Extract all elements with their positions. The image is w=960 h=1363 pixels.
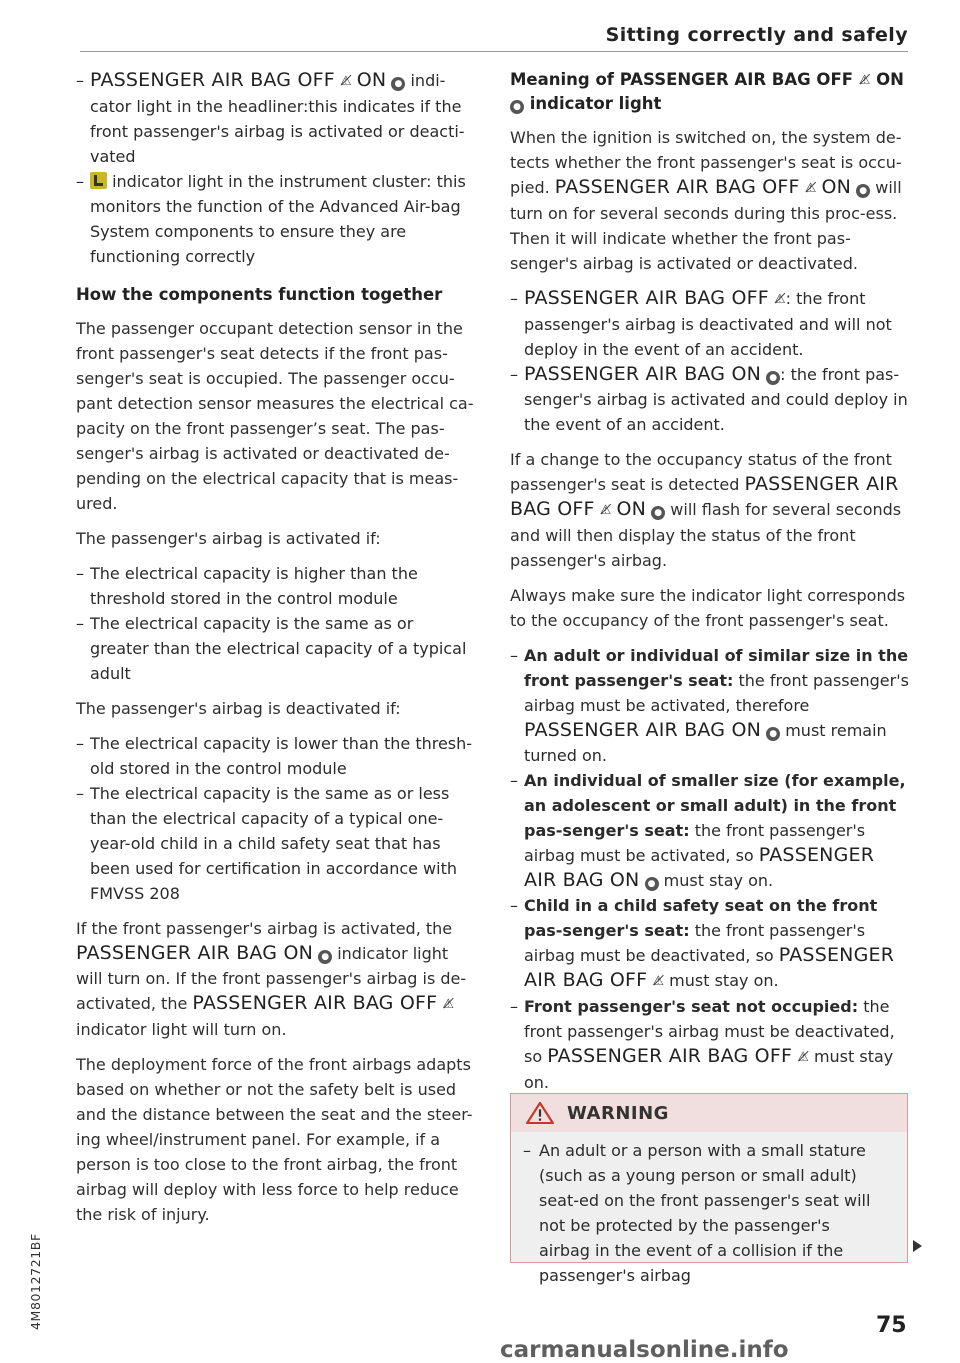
warning-box xyxy=(510,1093,908,1285)
deactivated-conditions-list xyxy=(76,731,476,906)
section-heading: How the components function together xyxy=(76,285,443,304)
page-header-title: Sitting correctly and safely xyxy=(605,24,908,46)
section-heading xyxy=(510,68,912,115)
text-span: If a change to the occupancy status of the front passenger's seat is detected xyxy=(510,450,892,494)
case-lead: Child in a child safety seat on the front pas-senger's seat: xyxy=(524,896,878,940)
list-item: – The electrical capacity is the same as or less than the electrical capacity of a typical one-year-old child in a child safety seat that has been used for certification in accordance with FMVSS 208 xyxy=(76,781,476,906)
warning-body xyxy=(511,1132,907,1285)
page-number: 75 xyxy=(876,1313,907,1338)
document-code: 4M8012721BF xyxy=(28,1233,43,1330)
heading-text: Meaning of PASSENGER AIR BAG OFF xyxy=(510,70,853,89)
paragraph: The passenger occupant detection sensor in the front passenger's seat detects if the front pas-senger's seat is occupied. The passenger occu-pant detection sensor measures the electrical ca-pacity on the front passenger’s seat. The pas-senger's airbag is activated or deactivated de-pending on the electrical capacity that is meas-ured. xyxy=(76,319,474,513)
list-item-text: indicator light in the instrument cluster: this monitors the function of the Advanced Air-bag System components to ensure they are functioning correctly xyxy=(90,172,466,266)
heading-text: indicator light xyxy=(529,94,662,113)
list-item xyxy=(510,643,912,768)
case-text: the front passenger's airbag must be activated, so xyxy=(524,821,866,865)
list-item xyxy=(510,994,912,1095)
case-tail: must stay on. xyxy=(669,971,779,990)
lamp-label: PASSENGER AIR BAG OFF xyxy=(524,287,769,309)
passenger-airbag-on-icon: ● xyxy=(766,727,780,741)
passenger-airbag-on-icon: ● xyxy=(856,184,870,198)
lamp-label: PASSENGER AIR BAG OFF xyxy=(510,473,899,520)
warning-list xyxy=(523,1138,907,1288)
left-column xyxy=(76,68,476,1227)
passenger-airbag-off-icon: ⚠̸ xyxy=(804,181,817,196)
passenger-airbag-off-icon: ⚠̸ xyxy=(652,974,665,989)
airbag-cluster-indicator-icon xyxy=(90,172,107,189)
warning-triangle-icon xyxy=(525,1102,555,1124)
lamp-label: PASSENGER AIR BAG OFF xyxy=(192,992,438,1014)
list-item: – The electrical capacity is the same as or greater than the electrical capacity of a typical adult xyxy=(76,611,476,686)
list-item-text: indi-cator light in the headliner:this indicates if the front passenger's airbag is activated or deacti-vated xyxy=(90,71,465,166)
lamp-label: PASSENGER AIR BAG ON xyxy=(524,363,762,385)
lamp-label: ON xyxy=(616,498,647,520)
case-text: the front passenger's airbag must be deactivated, so xyxy=(524,921,866,965)
lamp-label: PASSENGER AIR BAG OFF xyxy=(554,176,800,198)
text-span: indicator light will turn on. If the front passenger's airbag is de-activated, the xyxy=(76,944,467,1013)
paragraph: The passenger's airbag is activated if: xyxy=(76,529,381,548)
paragraph: Always make sure the indicator light corresponds to the occupancy of the front passenger's seat. xyxy=(510,586,906,630)
list-item xyxy=(76,68,476,169)
list-item xyxy=(510,893,912,994)
list-item: – An adult or a person with a small stature (such as a young person or small adult) seat-ed on the front passenger's seat will not be protected by the passenger's airbag in the event of a collision if the passenger's airbag xyxy=(523,1138,877,1288)
case-lead: An adult or individual of similar size in the front passenger's seat: xyxy=(524,646,909,690)
case-tail: must stay on. xyxy=(524,1047,894,1092)
passenger-airbag-on-icon: ● xyxy=(391,77,405,91)
lamp-label: PASSENGER AIR BAG OFF xyxy=(524,944,895,991)
paragraph: The deployment force of the front airbags adapts based on whether or not the safety belt is used and the distance between the seat and the steer-ing wheel/instrument panel. For example, if a person is too close to the front airbag, the front airbag will deploy with less force to help reduce the risk of injury. xyxy=(76,1055,473,1224)
list-item xyxy=(510,362,912,437)
text-span: will turn on for several seconds during this proc-ess. Then it will indicate whether the front pas-senger's airbag is activated or deactivated. xyxy=(510,178,902,273)
passenger-airbag-off-icon: ⚠̸ xyxy=(858,73,871,88)
lamp-label: PASSENGER AIR BAG OFF xyxy=(90,69,335,91)
case-text: the front passenger's airbag must be deactivated, so xyxy=(524,997,895,1066)
list-item xyxy=(510,286,912,362)
list-item xyxy=(76,169,476,269)
passenger-airbag-on-icon: ● xyxy=(766,371,780,385)
text-span: will flash for several seconds and will then display the status of the front passenger's airbag. xyxy=(510,500,902,570)
case-lead: Front passenger's seat not occupied: xyxy=(524,997,859,1016)
list-item: – The electrical capacity is lower than the thresh-old stored in the control module xyxy=(76,731,476,781)
passenger-airbag-on-icon: ● xyxy=(645,877,659,891)
passenger-airbag-off-icon: ⚠̸ xyxy=(339,74,352,89)
case-text: the front passenger's airbag must be activated, therefore xyxy=(524,671,909,715)
passenger-airbag-off-icon: ⚠̸ xyxy=(773,292,786,307)
lamp-label: PASSENGER AIR BAG ON xyxy=(76,942,314,964)
list-item-text: : the front passenger's airbag is deactivated and will not deploy in the event of an accident. xyxy=(524,289,892,359)
paragraph xyxy=(76,916,476,1042)
case-lead: An individual of smaller size (for example, an adolescent or small adult) in the front pas-senger's seat: xyxy=(524,771,906,840)
lamp-label: ON xyxy=(356,69,387,91)
continued-arrow-icon xyxy=(913,1240,922,1252)
case-tail: must remain turned on. xyxy=(524,721,887,765)
passenger-airbag-on-icon: ● xyxy=(651,506,665,520)
watermark: carmanualsonline.info xyxy=(500,1337,789,1363)
case-tail: must stay on. xyxy=(663,871,774,890)
text-span: If the front passenger's airbag is activated, the xyxy=(76,919,453,938)
lamp-label: PASSENGER AIR BAG OFF xyxy=(547,1045,793,1067)
lamp-label: PASSENGER AIR BAG ON xyxy=(524,719,762,741)
text-span: indicator light will turn on. xyxy=(76,1020,287,1039)
warning-header xyxy=(511,1094,907,1132)
header-rule xyxy=(80,51,908,52)
paragraph xyxy=(510,125,912,276)
lamp-label: ON xyxy=(821,176,852,198)
paragraph xyxy=(510,447,912,573)
passenger-airbag-on-icon: ● xyxy=(510,100,524,114)
heading-text: ON xyxy=(876,70,904,89)
warning-title: WARNING xyxy=(567,1102,669,1124)
lamp-label: PASSENGER AIR BAG ON xyxy=(524,844,875,891)
passenger-airbag-off-icon: ⚠̸ xyxy=(797,1050,809,1065)
list-item xyxy=(510,768,912,893)
right-column xyxy=(510,68,912,1095)
passenger-airbag-off-icon: ⚠̸ xyxy=(599,503,612,518)
activated-conditions-list xyxy=(76,561,476,686)
paragraph: The passenger's airbag is deactivated if: xyxy=(76,699,401,718)
list-item: – The electrical capacity is higher than the threshold stored in the control module xyxy=(76,561,476,611)
occupancy-cases-list xyxy=(510,643,912,1095)
passenger-airbag-on-icon: ● xyxy=(318,950,332,964)
list-item-text: : the front pas-senger's airbag is activated and could deploy in the event of an accident. xyxy=(524,365,908,434)
airbag-state-list xyxy=(510,286,912,437)
text-span: When the ignition is switched on, the system de-tects whether the front passenger's seat is occu-pied. xyxy=(510,128,902,197)
indicator-list xyxy=(76,68,476,269)
passenger-airbag-off-icon: ⚠̸ xyxy=(442,997,455,1012)
